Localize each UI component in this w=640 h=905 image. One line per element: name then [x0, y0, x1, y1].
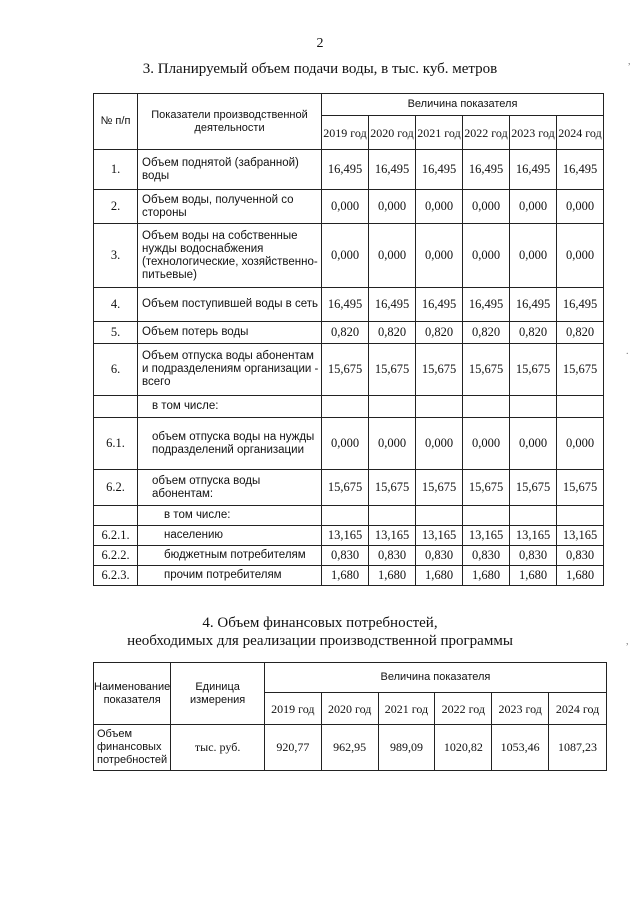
row-value: 15,675: [557, 470, 604, 506]
row-value: 13,165: [510, 526, 557, 546]
section-4-title-line1: 4. Объем финансовых потребностей,: [202, 615, 438, 631]
table-row: [94, 224, 604, 288]
header-num: № п/п: [94, 94, 138, 150]
page-number: 2: [316, 36, 324, 51]
row-value: 13,165: [322, 526, 369, 546]
header-year: 2020 год: [369, 116, 416, 150]
row-value: 1020,82: [435, 725, 492, 771]
row-value: 13,165: [416, 526, 463, 546]
row-value: 0,820: [369, 322, 416, 344]
table-row: [94, 150, 604, 190]
header-year: 2023 год: [492, 693, 549, 725]
row-number: 2.: [94, 190, 138, 224]
row-value: 1087,23: [549, 725, 607, 771]
row-indicator-name: прочим потребителям: [138, 566, 322, 586]
row-value: 0,000: [322, 224, 369, 288]
row-indicator-name: объем отпуска воды абонентам:: [138, 470, 322, 506]
row-value: 0,000: [463, 418, 510, 470]
table-row: [94, 418, 604, 470]
row-number: 6.: [94, 344, 138, 396]
table-row: [94, 506, 604, 526]
row-value: 0,820: [463, 322, 510, 344]
row-value: 0,000: [322, 190, 369, 224]
row-value: 1,680: [322, 566, 369, 586]
row-value: 15,675: [510, 470, 557, 506]
row-value: 16,495: [510, 150, 557, 190]
row-number: 6.2.2.: [94, 546, 138, 566]
row-value: 15,675: [557, 344, 604, 396]
row-value: 0,000: [416, 224, 463, 288]
row-value: [322, 396, 369, 418]
table-row: [94, 396, 604, 418]
row-value: 962,95: [321, 725, 378, 771]
row-value: [463, 506, 510, 526]
row-value: 16,495: [369, 288, 416, 322]
financial-needs-table: [93, 662, 607, 771]
table-row: [94, 725, 607, 771]
header-year: 2021 год: [416, 116, 463, 150]
row-value: 16,495: [557, 150, 604, 190]
header-indicator: Показатели производственной деятельности: [138, 94, 322, 150]
row-value: 0,820: [322, 322, 369, 344]
header-year: 2024 год: [549, 693, 607, 725]
row-value: 15,675: [322, 344, 369, 396]
water-supply-table: [93, 93, 604, 586]
row-indicator-name: Объем потерь воды: [138, 322, 322, 344]
row-value: 15,675: [369, 344, 416, 396]
row-value: 0,820: [510, 322, 557, 344]
row-value: [510, 506, 557, 526]
table-row: [94, 288, 604, 322]
row-number: 3.: [94, 224, 138, 288]
row-unit: тыс. руб.: [171, 725, 265, 771]
section-4-title-line2: необходимых для реализации производственной программы: [127, 633, 513, 649]
row-number: 6.2.: [94, 470, 138, 506]
row-value: 989,09: [378, 725, 435, 771]
header-unit: Единица измерения: [171, 663, 265, 725]
row-value: 1,680: [463, 566, 510, 586]
row-value: 1,680: [557, 566, 604, 586]
table-row: [94, 546, 604, 566]
row-value: 1,680: [369, 566, 416, 586]
row-value: 13,165: [463, 526, 510, 546]
row-value: 0,830: [416, 546, 463, 566]
header-year: 2021 год: [378, 693, 435, 725]
row-number: 5.: [94, 322, 138, 344]
table-row: [94, 526, 604, 546]
row-value: [369, 396, 416, 418]
header-indicator-name: Наименование показателя: [94, 663, 171, 725]
row-indicator-name: Объем отпуска воды абонентам и подразделениям организации - всего: [138, 344, 322, 396]
margin-mark: .: [626, 346, 629, 357]
row-value: 15,675: [463, 344, 510, 396]
row-value: [322, 506, 369, 526]
row-value: [557, 396, 604, 418]
row-value: 0,000: [557, 418, 604, 470]
row-value: 0,000: [416, 190, 463, 224]
row-value: 15,675: [416, 344, 463, 396]
row-number: 6.1.: [94, 418, 138, 470]
row-indicator-name: Объем воды, полученной со стороны: [138, 190, 322, 224]
table-row: [94, 470, 604, 506]
table-row: [94, 344, 604, 396]
row-value: 0,000: [369, 224, 416, 288]
row-indicator-name: в том числе:: [138, 396, 322, 418]
row-number: 4.: [94, 288, 138, 322]
row-number: 6.2.3.: [94, 566, 138, 586]
header-year: 2019 год: [322, 116, 369, 150]
row-value: 0,000: [557, 190, 604, 224]
row-value: 1,680: [416, 566, 463, 586]
row-value: 0,000: [463, 190, 510, 224]
section-3-title: 3. Планируемый объем подачи воды, в тыс. куб. метров: [142, 61, 498, 77]
header-year: 2020 год: [321, 693, 378, 725]
row-value: [463, 396, 510, 418]
row-value: 0,000: [416, 418, 463, 470]
header-year: 2024 год: [557, 116, 604, 150]
header-year: 2022 год: [463, 116, 510, 150]
section-4-title: [50, 614, 590, 650]
row-value: 13,165: [369, 526, 416, 546]
row-value: 16,495: [369, 150, 416, 190]
header-value-group: Величина показателя: [264, 663, 606, 693]
row-indicator-name: в том числе:: [138, 506, 322, 526]
row-indicator-name: Объем поступившей воды в сеть: [138, 288, 322, 322]
row-number: 1.: [94, 150, 138, 190]
margin-mark: ,: [628, 56, 631, 67]
row-indicator-name: Объем поднятой (забранной) воды: [138, 150, 322, 190]
row-value: 15,675: [510, 344, 557, 396]
row-value: [416, 396, 463, 418]
row-value: 0,000: [369, 190, 416, 224]
header-year: 2019 год: [264, 693, 321, 725]
row-value: 0,830: [557, 546, 604, 566]
row-value: 0,830: [322, 546, 369, 566]
row-value: 0,000: [557, 224, 604, 288]
row-number: [94, 506, 138, 526]
row-value: 16,495: [557, 288, 604, 322]
header-value-group: Величина показателя: [322, 94, 604, 116]
row-value: 0,820: [557, 322, 604, 344]
row-value: 16,495: [510, 288, 557, 322]
row-value: 15,675: [416, 470, 463, 506]
row-value: 0,000: [510, 224, 557, 288]
row-value: [557, 506, 604, 526]
row-value: 0,000: [463, 224, 510, 288]
table-row: [94, 190, 604, 224]
row-value: 0,000: [369, 418, 416, 470]
row-value: 16,495: [463, 150, 510, 190]
row-value: 16,495: [322, 288, 369, 322]
table-row: [94, 566, 604, 586]
row-value: 13,165: [557, 526, 604, 546]
row-value: 0,830: [463, 546, 510, 566]
row-value: [510, 396, 557, 418]
row-value: [416, 506, 463, 526]
row-value: 16,495: [416, 150, 463, 190]
row-value: 920,77: [264, 725, 321, 771]
row-value: 16,495: [416, 288, 463, 322]
row-value: 16,495: [322, 150, 369, 190]
row-value: 1053,46: [492, 725, 549, 771]
row-value: 15,675: [463, 470, 510, 506]
row-value: 0,000: [510, 190, 557, 224]
row-indicator-name: Объем воды на собственные нужды водоснабжения (технологические, хозяйственно-питьевые): [138, 224, 322, 288]
row-value: 0,000: [322, 418, 369, 470]
row-value: 15,675: [322, 470, 369, 506]
header-year: 2023 год: [510, 116, 557, 150]
row-value: 15,675: [369, 470, 416, 506]
row-value: 0,000: [510, 418, 557, 470]
row-value: 0,820: [416, 322, 463, 344]
header-year: 2022 год: [435, 693, 492, 725]
row-value: 0,830: [510, 546, 557, 566]
row-number: [94, 396, 138, 418]
row-indicator-name: населению: [138, 526, 322, 546]
table-row: [94, 322, 604, 344]
row-value: 0,830: [369, 546, 416, 566]
margin-mark: ,: [626, 636, 629, 647]
row-value: [369, 506, 416, 526]
row-name: Объем финансовых потребностей: [94, 725, 171, 771]
row-indicator-name: объем отпуска воды на нужды подразделений организации: [138, 418, 322, 470]
row-number: 6.2.1.: [94, 526, 138, 546]
row-value: 1,680: [510, 566, 557, 586]
row-indicator-name: бюджетным потребителям: [138, 546, 322, 566]
row-value: 16,495: [463, 288, 510, 322]
